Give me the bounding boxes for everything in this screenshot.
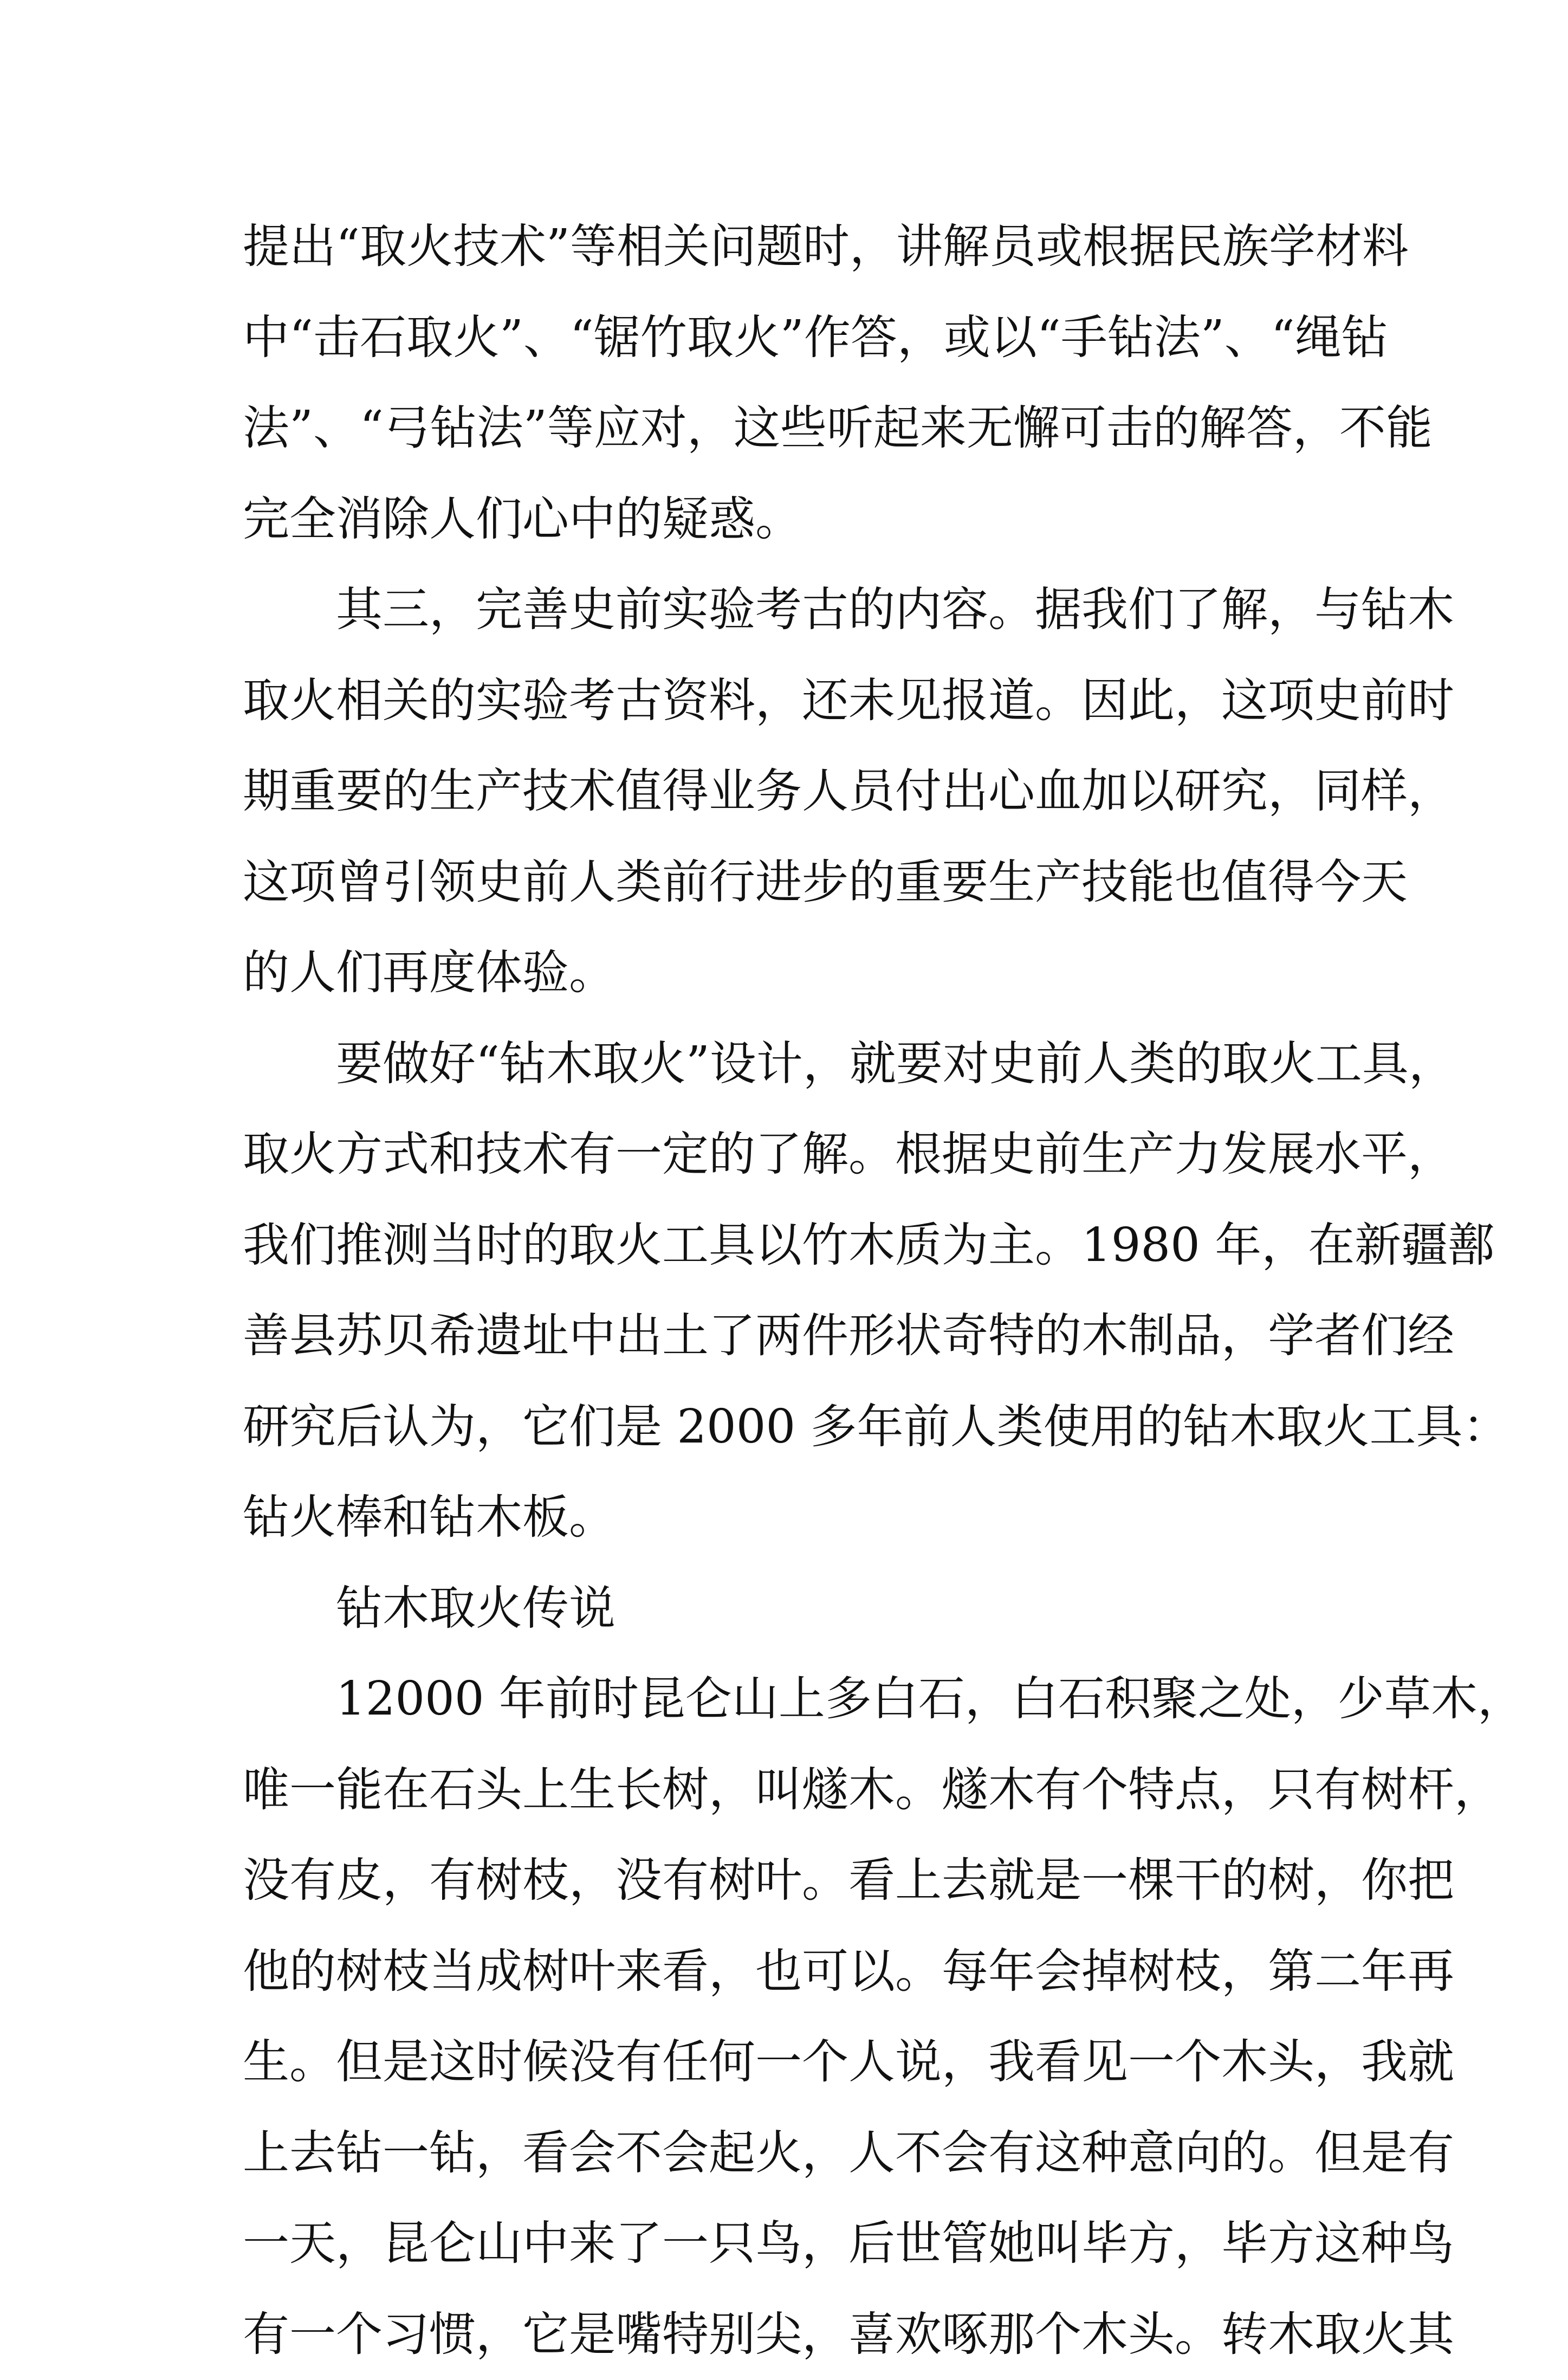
paragraph-line: 上去钻一钻，看会不会起火，人不会有这种意向的。但是有 [243, 2108, 1359, 2199]
paragraph-line: 的人们再度体验。 [243, 928, 1359, 1019]
body-text [243, 202, 1359, 2380]
paragraph-line: 提出“取火技术”等相关问题时，讲解员或根据民族学材料 [243, 202, 1359, 293]
paragraph-line: 这项曾引领史前人类前行进步的重要生产技能也值得今天 [243, 837, 1359, 928]
paragraph-line: 善县苏贝希遗址中出土了两件形状奇特的木制品，学者们经 [243, 1291, 1359, 1382]
paragraph-line: 钻火棒和钻木板。 [243, 1472, 1359, 1563]
paragraph-line: 12000 年前时昆仑山上多白石，白石积聚之处，少草木， [243, 1654, 1359, 1745]
paragraph-line: 唯一能在石头上生长树，叫燧木。燧木有个特点，只有树杆， [243, 1745, 1359, 1836]
section-heading: 钻木取火传说 [243, 1563, 1359, 1654]
paragraph-line: 法”、“弓钻法”等应对，这些听起来无懈可击的解答，不能 [243, 383, 1359, 474]
paragraph-line: 生。但是这时候没有任何一个人说，我看见一个木头，我就 [243, 2017, 1359, 2108]
paragraph-line: 没有皮，有树枝，没有树叶。看上去就是一棵干的树，你把 [243, 1835, 1359, 1926]
paragraph-line: 有一个习惯，它是嘴特别尖，喜欢啄那个木头。转木取火其 [243, 2290, 1359, 2380]
paragraph-line: 其三，完善史前实验考古的内容。据我们了解，与钻木 [243, 565, 1359, 656]
paragraph-line: 期重要的生产技术值得业务人员付出心血加以研究，同样， [243, 746, 1359, 837]
paragraph-line: 我们推测当时的取火工具以竹木质为主。1980 年，在新疆鄯 [243, 1200, 1359, 1291]
paragraph-line: 取火方式和技术有一定的了解。根据史前生产力发展水平， [243, 1109, 1359, 1200]
paragraph-line: 他的树枝当成树叶来看，也可以。每年会掉树枝，第二年再 [243, 1926, 1359, 2017]
paragraph-line: 完全消除人们心中的疑惑。 [243, 474, 1359, 565]
paragraph-line: 研究后认为，它们是 2000 多年前人类使用的钻木取火工具： [243, 1382, 1359, 1473]
paragraph-line: 一天，昆仑山中来了一只鸟，后世管她叫毕方，毕方这种鸟 [243, 2198, 1359, 2290]
paragraph-line: 中“击石取火”、“锯竹取火”作答，或以“手钻法”、“绳钻 [243, 293, 1359, 384]
paragraph-line: 取火相关的实验考古资料，还未见报道。因此，这项史前时 [243, 656, 1359, 747]
paragraph-line: 要做好“钻木取火”设计，就要对史前人类的取火工具， [243, 1019, 1359, 1110]
